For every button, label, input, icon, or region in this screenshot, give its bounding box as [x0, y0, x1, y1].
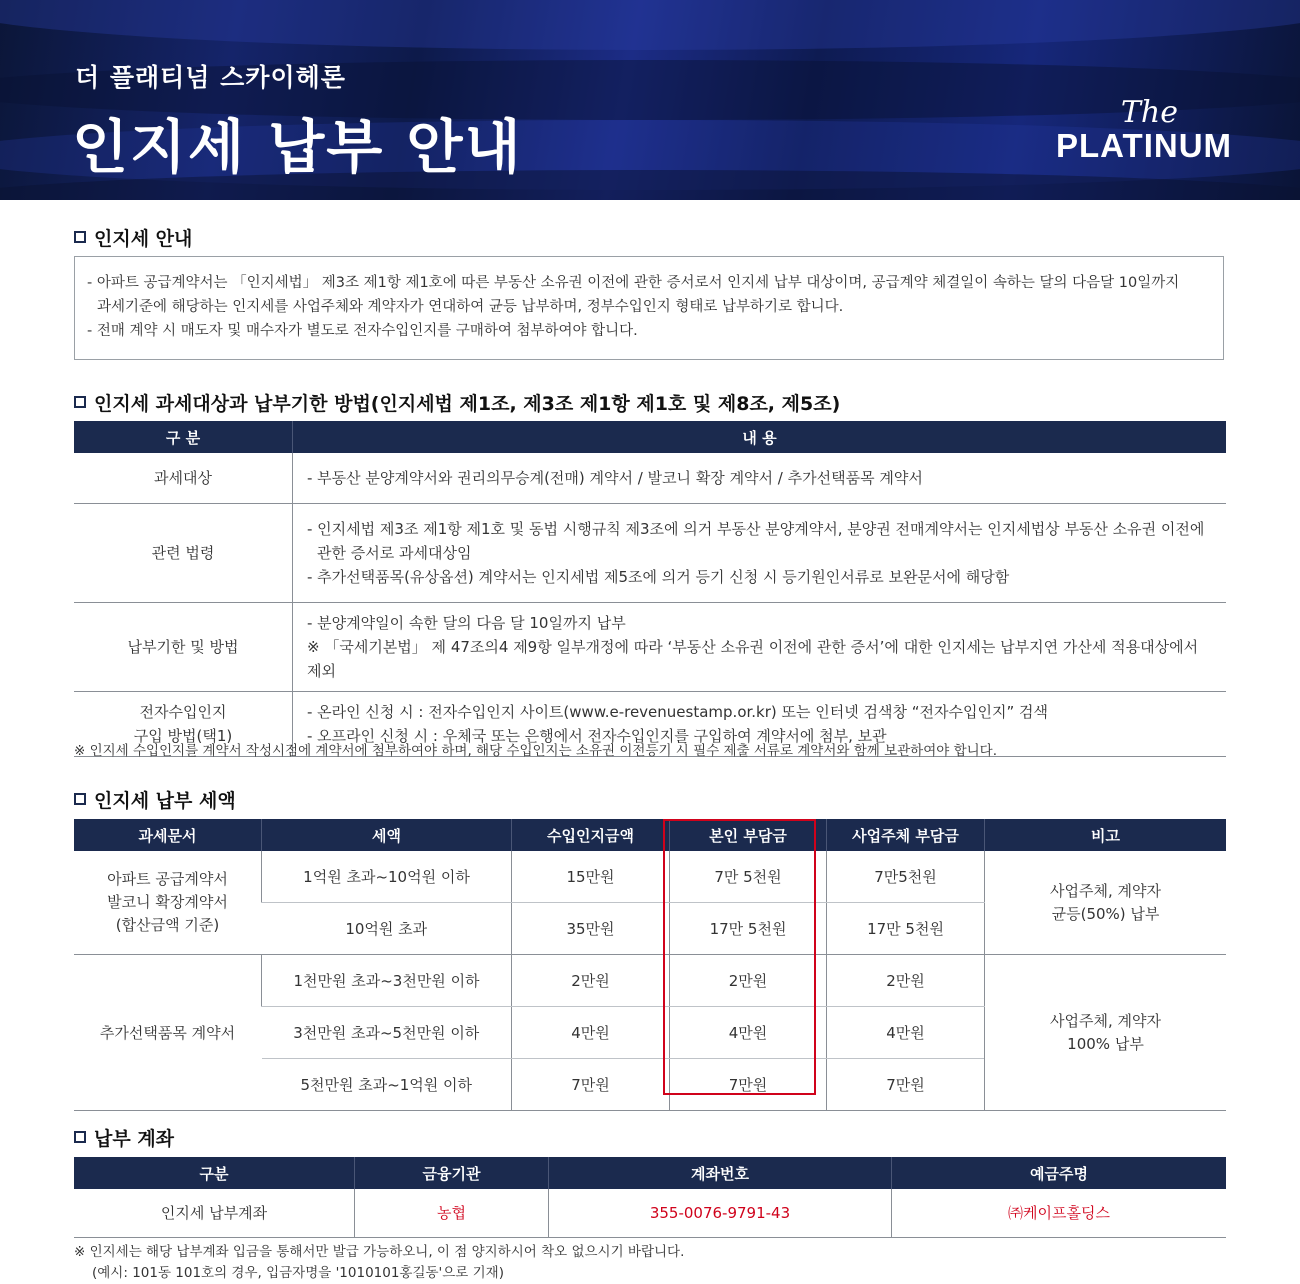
table-header: 계좌번호 — [549, 1157, 892, 1189]
square-bullet-icon — [74, 231, 86, 243]
row-content: ※ 「국세기본법」 제 47조의4 제9항 일부개정에 따라 ‘부동산 소유권 이전에 관한 증서’에 대한 인지세는 납부지연 가산세 적용대상에서 제외 — [307, 637, 1199, 680]
developer-share: 4만원 — [827, 1007, 985, 1059]
table-header: 예금주명 — [892, 1157, 1227, 1189]
logo-script: The — [1120, 95, 1178, 130]
tax-bracket: 3천만원 초과~5천만원 이하 — [262, 1007, 512, 1059]
table-header: 수입인지금액 — [512, 819, 670, 851]
tax-document-cell: 아파트 공급계약서 발코니 확장계약서 (합산금액 기준) — [74, 851, 262, 955]
row-label: 관련 법령 — [74, 503, 293, 602]
row-label: 과세대상 — [74, 453, 293, 503]
table-row — [74, 602, 1226, 691]
row-content: 관한 증서로 과세대상임 — [317, 543, 472, 562]
buyer-share: 17만 5천원 — [670, 903, 827, 955]
footnote: ※ 인지세는 해당 납부계좌 입금을 통해서만 발급 가능하오니, 이 점 양지하시어 착오 없으시기 바랍니다. — [74, 1244, 685, 1260]
buyer-share: 4만원 — [670, 1007, 827, 1059]
table-row — [74, 503, 1226, 602]
remark-cell: 사업주체, 계약자 100% 납부 — [985, 955, 1227, 1111]
table-header: 금융기관 — [355, 1157, 549, 1189]
table-row — [74, 851, 1226, 903]
section-title-payment-account: 납부 계좌 — [74, 1124, 174, 1151]
account-type: 인지세 납부계좌 — [74, 1189, 355, 1237]
tax-bracket: 1천만원 초과~3천만원 이하 — [262, 955, 512, 1007]
square-bullet-icon — [74, 793, 86, 805]
developer-share: 17만 5천원 — [827, 903, 985, 955]
complex-name: 더 플래티넘 스카이헤론 — [75, 63, 346, 92]
account-number: 355-0076-9791-43 — [549, 1189, 892, 1237]
payment-account-table — [74, 1157, 1226, 1238]
developer-share: 7만원 — [827, 1059, 985, 1111]
stamp-amount: 7만원 — [512, 1059, 670, 1111]
stamp-amount: 35만원 — [512, 903, 670, 955]
developer-share: 2만원 — [827, 955, 985, 1007]
row-label: 전자수입인지 — [139, 702, 227, 721]
row-content: - 분양계약일이 속한 달의 다음 달 10일까지 납부 — [307, 613, 626, 632]
account-holder: ㈜케이프홀딩스 — [892, 1189, 1227, 1237]
tax-bracket: 5천만원 초과~1억원 이하 — [262, 1059, 512, 1111]
section-title-tax-amount: 인지세 납부 세액 — [74, 786, 236, 813]
buyer-share: 2만원 — [670, 955, 827, 1007]
table-header: 세액 — [262, 819, 512, 851]
table-header: 사업주체 부담금 — [827, 819, 985, 851]
bank-name: 농협 — [355, 1189, 549, 1237]
table-header: 구분 — [74, 1157, 355, 1189]
notice-box — [74, 256, 1224, 360]
table-header: 비고 — [985, 819, 1227, 851]
row-content: - 온라인 신청 시 : 전자수입인지 사이트(www.e-revenuestamp.or.kr) 또는 인터넷 검색창 “전자수입인지” 검색 — [307, 702, 1048, 721]
stamp-amount: 15만원 — [512, 851, 670, 903]
row-content: - 오프라인 신청 시 : 우체국 또는 은행에서 전자수입인지를 구입하여 계약서에 첨부, 보관 — [307, 726, 887, 745]
remark-cell: 사업주체, 계약자 균등(50%) 납부 — [985, 851, 1227, 955]
section-title-stamp-tax-info: 인지세 안내 — [74, 224, 192, 251]
table-row — [74, 955, 1226, 1007]
tax-amount-table — [74, 819, 1226, 1111]
page-title: 인지세 납부 안내 — [72, 113, 523, 181]
tax-document-cell: 추가선택품목 계약서 — [74, 955, 262, 1111]
row-label: 납부기한 및 방법 — [74, 602, 293, 691]
buyer-share: 7만원 — [670, 1059, 827, 1111]
table-header: 본인 부담금 — [670, 819, 827, 851]
buyer-share: 7만 5천원 — [670, 851, 827, 903]
buyer-share-highlight-box — [663, 819, 816, 1095]
notice-line: - 아파트 공급계약서는 「인지세법」 제3조 제1항 제1호에 따른 부동산 소유권 이전에 관한 증서로서 인지세 납부 대상이며, 공급계약 체결일이 속하는 달의 다음달 10일까지 — [87, 275, 1180, 291]
row-content: - 부동산 분양계약서와 권리의무승계(전매) 계약서 / 발코니 확장 계약서 / 추가선택품목 계약서 — [307, 468, 923, 487]
square-bullet-icon — [74, 1131, 86, 1143]
table-header: 구 분 — [74, 421, 293, 453]
row-label: 구입 방법(택1) — [133, 726, 233, 745]
section-title-taxable-objects: 인지세 과세대상과 납부기한 방법(인지세법 제1조, 제3조 제1항 제1호 및 제8조, 제5조) — [74, 389, 840, 416]
platinum-logo — [1056, 95, 1233, 178]
stamp-amount: 4만원 — [512, 1007, 670, 1059]
footnote: ※ 인지세 수입인지를 계약서 작성시점에 계약서에 첨부하여야 하며, 해당 수입인지는 소유권 이전등기 시 필수 제출 서류로 계약서와 함께 보관하여야 합니다. — [74, 743, 998, 759]
notice-line: - 전매 계약 시 매도자 및 매수자가 별도로 전자수입인지를 구매하여 첨부하여야 합니다. — [87, 323, 638, 339]
table-row — [74, 1189, 1226, 1237]
header-banner — [0, 0, 1300, 200]
taxable-objects-table — [74, 421, 1226, 757]
tax-bracket: 1억원 초과~10억원 이하 — [262, 851, 512, 903]
table-row — [74, 453, 1226, 503]
notice-line: 과세기준에 해당하는 인지세를 사업주체와 계약자가 연대하여 균등 납부하며, 정부수입인지 형태로 납부하기로 합니다. — [97, 299, 844, 315]
table-header: 과세문서 — [74, 819, 262, 851]
table-header: 내 용 — [293, 421, 1227, 453]
tax-bracket: 10억원 초과 — [262, 903, 512, 955]
square-bullet-icon — [74, 396, 86, 408]
stamp-amount: 2만원 — [512, 955, 670, 1007]
logo-word: PLATINUM — [1056, 127, 1233, 164]
payment-notes — [74, 1242, 684, 1284]
footnote-example: (예시: 101동 101호의 경우, 입금자명을 '1010101홍길동'으로 기재) — [92, 1265, 504, 1281]
developer-share: 7만5천원 — [827, 851, 985, 903]
row-content: - 추가선택품목(유상옵션) 계약서는 인지세법 제5조에 의거 등기 신청 시 등기원인서류로 보완문서에 해당함 — [307, 567, 1010, 586]
row-content: - 인지세법 제3조 제1항 제1호 및 동법 시행규칙 제3조에 의거 부동산 분양계약서, 분양권 전매계약서는 인지세법상 부동산 소유권 이전에 — [307, 519, 1205, 538]
